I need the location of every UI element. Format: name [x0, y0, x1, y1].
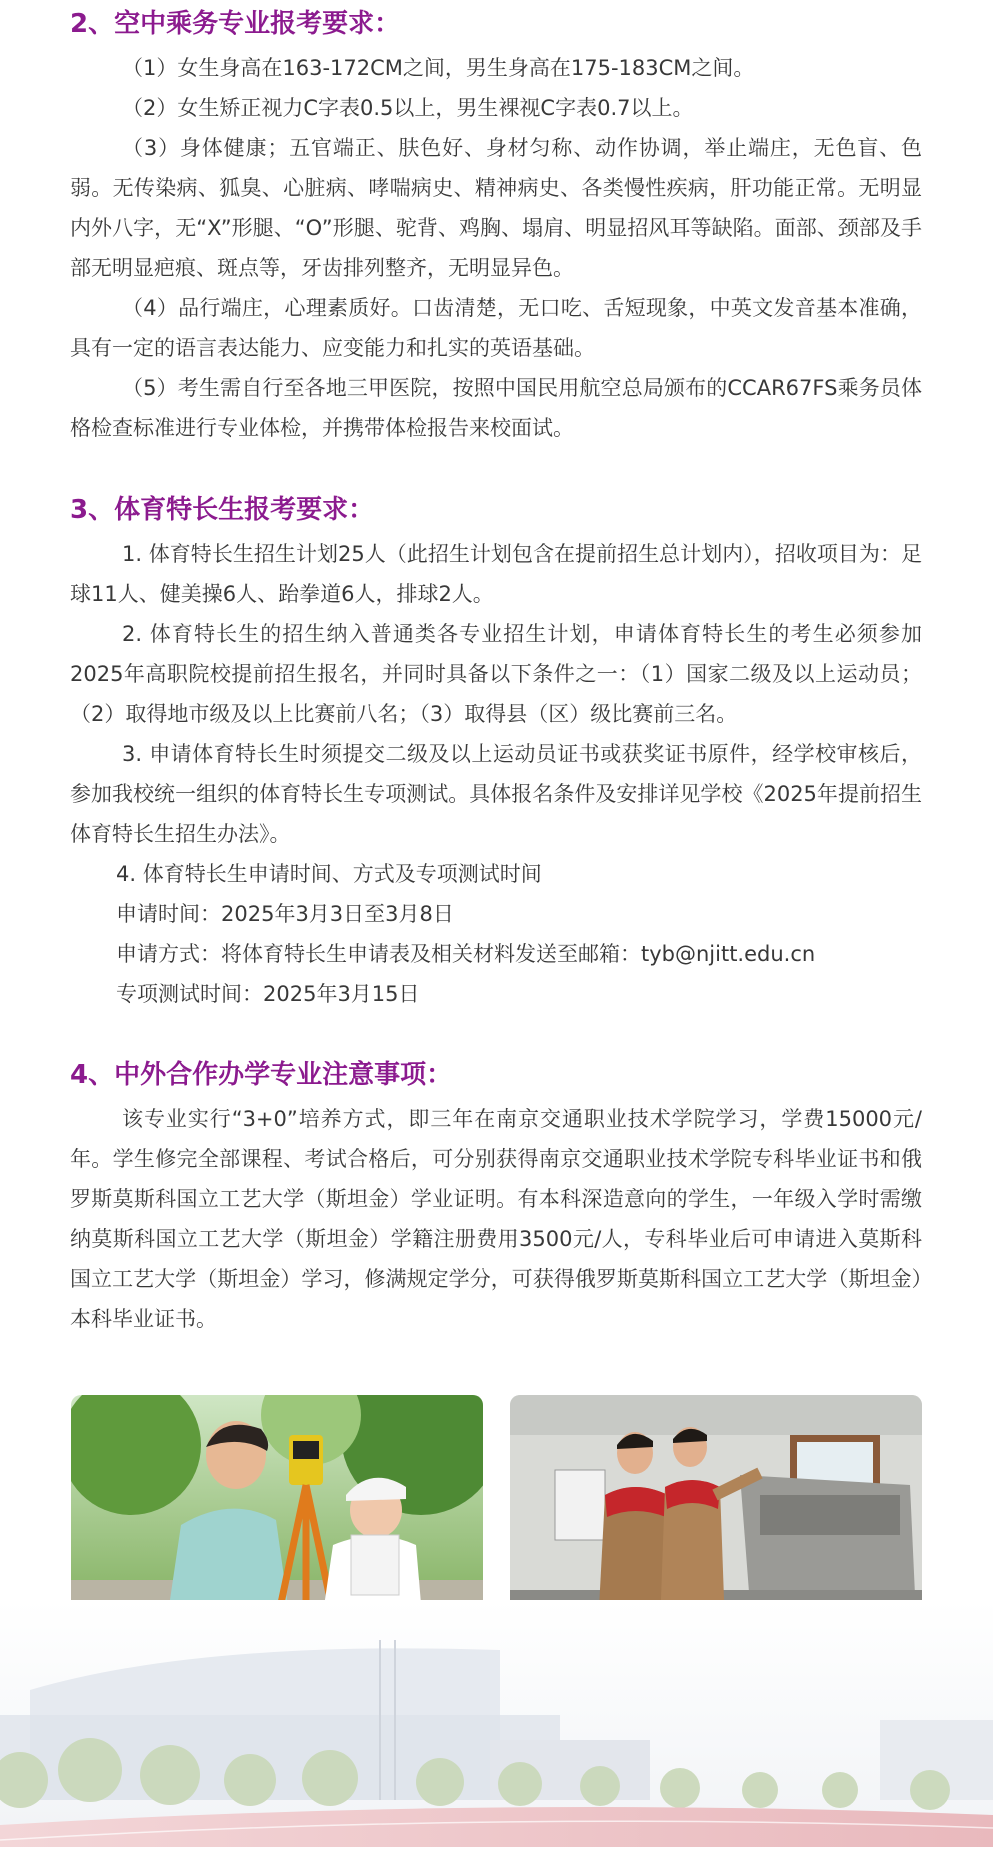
workshop-trainees-photo — [510, 1395, 922, 1627]
section-2-heading: 2、空中乘务专业报考要求： — [70, 9, 401, 39]
section-3-item-1: 1. 体育特长生招生计划25人（此招生计划包含在提前招生总计划内），招收项目为：足球11人、健美操6人、跆拳道6人，排球2人。 — [70, 542, 922, 606]
section-3-heading: 3、体育特长生报考要求： — [70, 495, 375, 525]
section-3-item-2: 2. 体育特长生的招生纳入普通类各专业招生计划，申请体育特长生的考生必须参加2025年高职院校提前招生报名，并同时具备以下条件之一：（1）国家二级及以上运动员；（2）取得地市级及以上比赛前八名；（3）取得县（区）级比赛前三名。 — [70, 622, 922, 726]
section-3-item-3: 3. 申请体育特长生时须提交二级及以上运动员证书或获奖证书原件，经学校审核后，参加我校统一组织的体育特长生专项测试。具体报名条件及安排详见学校《2025年提前招生体育特长生招生办法》。 — [70, 742, 922, 846]
campus-background-illustration — [0, 1600, 993, 1847]
section-2-item-4: （4）品行端庄，心理素质好。口齿清楚，无口吃、舌短现象，中英文发音基本准确，具有一定的语言表达能力、应变能力和扎实的英语基础。 — [70, 296, 922, 360]
apply-time: 申请时间：2025年3月3日至3月8日 — [116, 902, 454, 926]
section-2-item-1: （1）女生身高在163-172CM之间，男生身高在175-183CM之间。 — [122, 56, 755, 80]
section-2-item-3: （3）身体健康；五官端正、肤色好、身材匀称、动作协调，举止端庄，无色盲、色弱。无传染病、狐臭、心脏病、哮喘病史、精神病史、各类慢性疾病，肝功能正常。无明显内外八字，无“X”形腿、“O”形腿、驼背、鸡胸、塌肩、明显招风耳等缺陷。面部、颈部及手部无明显疤痕、斑点等，牙齿排列整齐，无明显异色。 — [70, 136, 922, 280]
test-time: 专项测试时间：2025年3月15日 — [116, 982, 420, 1006]
apply-method: 申请方式：将体育特长生申请表及相关材料发送至邮箱：tyb@njitt.edu.cn — [116, 942, 816, 966]
surveying-students-photo — [71, 1395, 483, 1627]
section-3-item-4: 4. 体育特长生申请时间、方式及专项测试时间 — [116, 862, 542, 886]
section-2-item-5: （5）考生需自行至各地三甲医院，按照中国民用航空总局颁布的CCAR67FS乘务员体格检查标准进行专业体检，并携带体检报告来校面试。 — [70, 376, 922, 440]
section-2-item-2: （2）女生矫正视力C字表0.5以上，男生裸视C字表0.7以上。 — [122, 96, 694, 120]
section-4-heading: 4、中外合作办学专业注意事项： — [70, 1060, 453, 1090]
section-4-body: 该专业实行“3+0”培养方式，即三年在南京交通职业技术学院学习，学费15000元/年。学生修完全部课程、考试合格后，可分别获得南京交通职业技术学院专科毕业证书和俄罗斯莫斯科国立工艺大学（斯坦金）学业证明。有本科深造意向的学生，一年级入学时需缴纳莫斯科国立工艺大学（斯坦金）学籍注册费用3500元/人，专科毕业后可申请进入莫斯科国立工艺大学（斯坦金）学习，修满规定学分，可获得俄罗斯莫斯科国立工艺大学（斯坦金）本科毕业证书。 — [70, 1107, 922, 1331]
